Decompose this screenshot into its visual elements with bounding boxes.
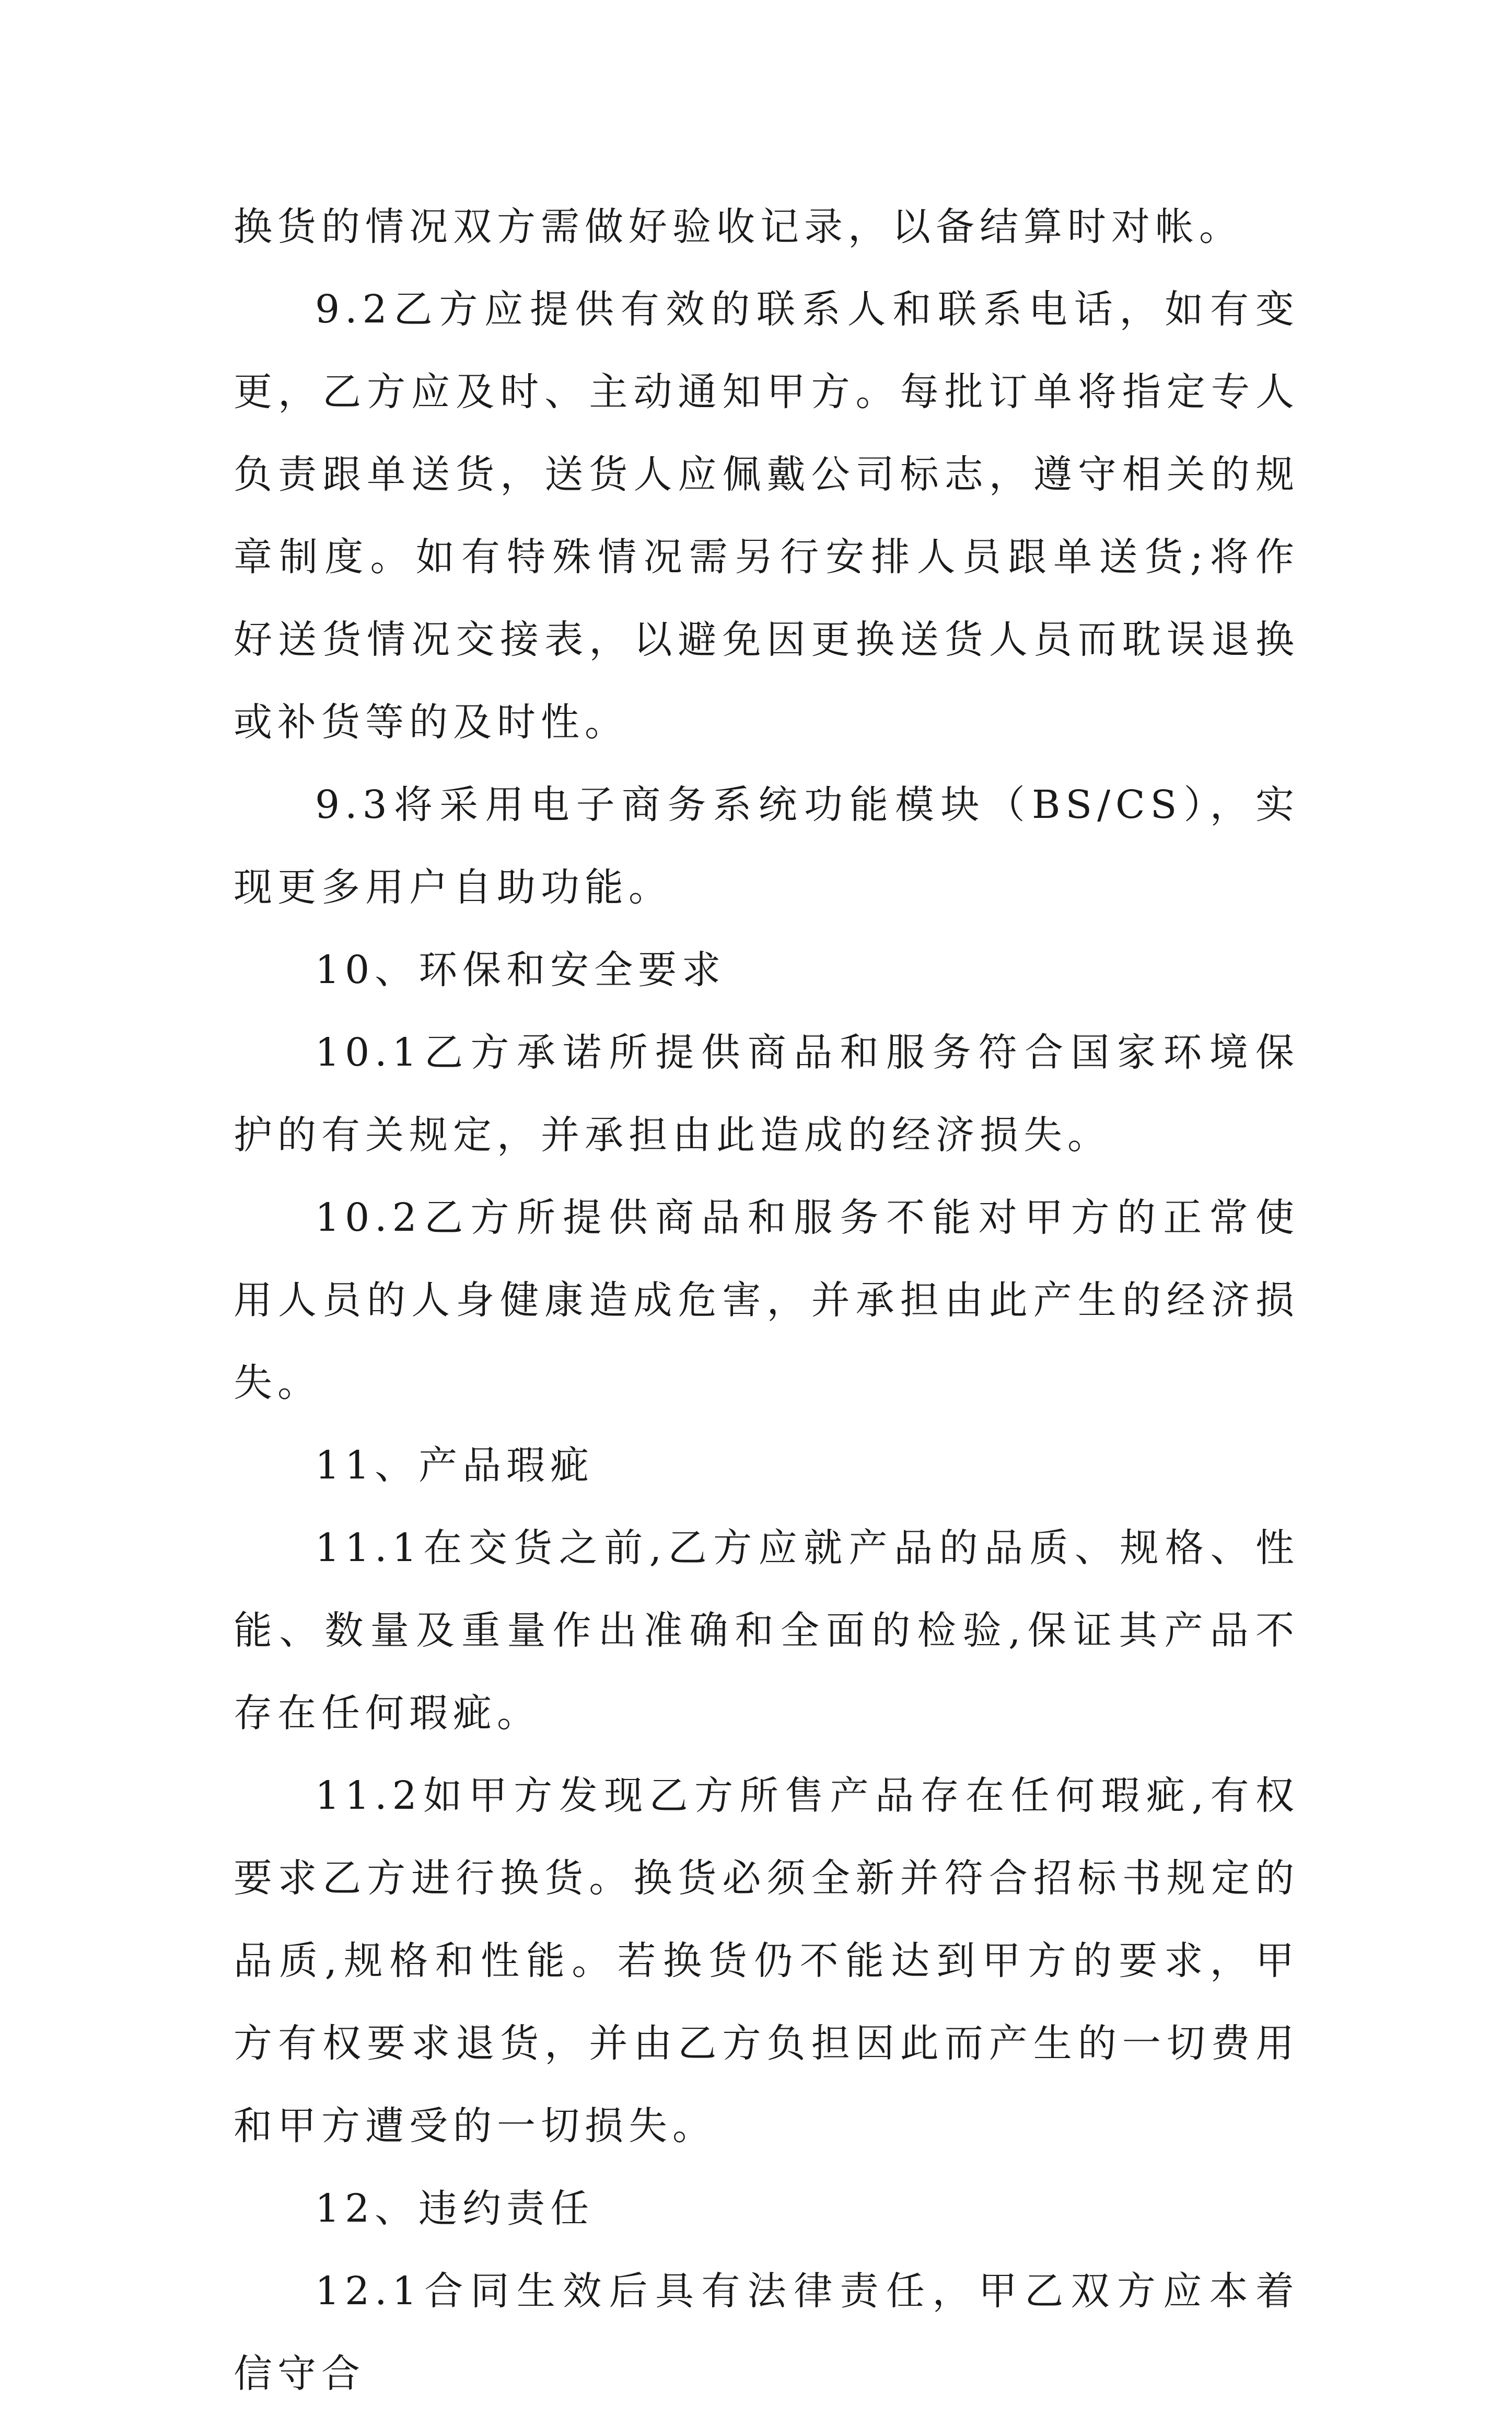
- paragraph-10-1: 10.1乙方承诺所提供商品和服务符合国家环境保护的有关规定，并承担由此造成的经济损失。: [234, 1030, 1299, 1158]
- paragraph-11-2: 11.2如甲方发现乙方所售产品存在任何瑕疵,有权要求乙方进行换货。换货必须全新并符合招标书规定的品质,规格和性能。若换货仍不能达到甲方的要求，甲方有权要求退货，并由乙方负担因此而产生的一切费用和甲方遭受的一切损失。: [234, 1773, 1299, 2148]
- paragraph-10-2: 10.2乙方所提供商品和服务不能对甲方的正常使用人员的人身健康造成危害，并承担由此产生的经济损失。: [234, 1195, 1299, 1405]
- paragraph-9-2: 9.2乙方应提供有效的联系人和联系电话，如有变更，乙方应及时、主动通知甲方。每批订单将指定专人负责跟单送货，送货人应佩戴公司标志，遵守相关的规章制度。如有特殊情况需另行安排人员跟单送货;将作好送货情况交接表，以避免因更换送货人员而耽误退换或补货等的及时性。: [234, 287, 1299, 745]
- paragraph-11-1: 11.1在交货之前,乙方应就产品的品质、规格、性能、数量及重量作出准确和全面的检验,保证其产品不存在任何瑕疵。: [234, 1526, 1299, 1736]
- section-heading-12: 12、违约责任: [315, 2186, 595, 2231]
- paragraph-12-1: 12.1合同生效后具有法律责任，甲乙双方应本着信守合: [234, 2269, 1299, 2396]
- paragraph-9-3: 9.3将采用电子商务系统功能模块（BS/CS），实现更多用户自助功能。: [234, 782, 1299, 910]
- document-body: [234, 186, 1299, 2415]
- section-heading-11: 11、产品瑕疵: [315, 1443, 595, 1488]
- section-heading-10: 10、环保和安全要求: [315, 947, 726, 992]
- paragraph-exchange-records: 换货的情况双方需做好验收记录，以备结算时对帐。: [234, 204, 1243, 249]
